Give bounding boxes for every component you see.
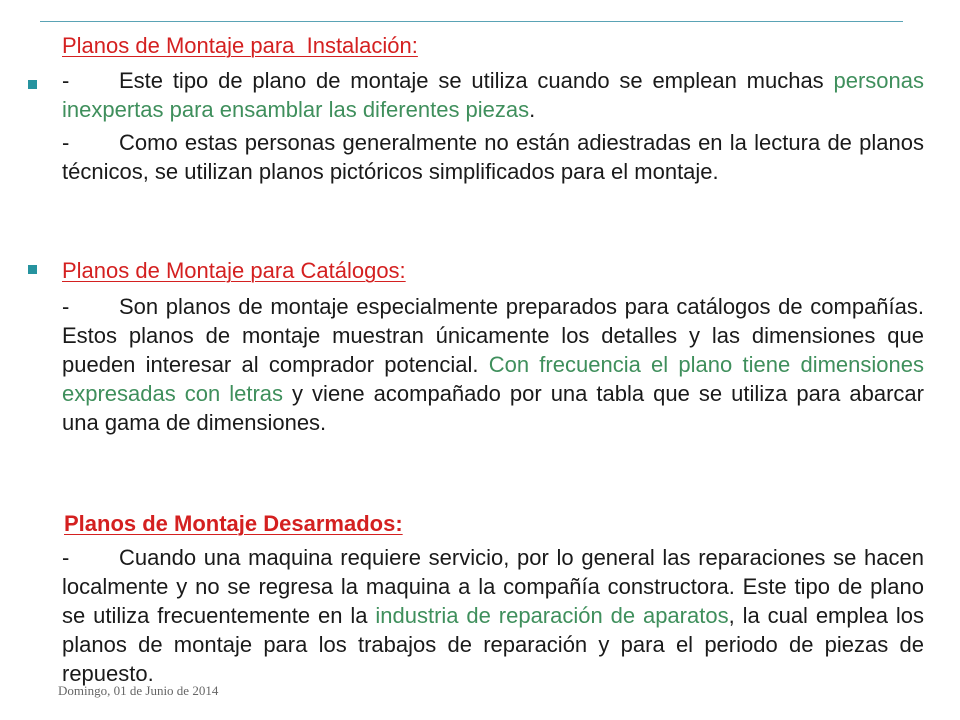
heading-instalacion: Planos de Montaje para Instalación:	[62, 33, 418, 58]
text-run: , la cual emplea los planos de montaje para los trabajos de reparación y para el periodo de piezas de repuesto.	[62, 603, 924, 686]
text-run: Como estas personas generalmente no están adiestradas en la lectura de planos técnicos, se utilizan planos pictóricos simplificados para el montaje.	[62, 130, 924, 184]
text-run: Este tipo de plano de montaje se utiliza cuando se emplean muchas	[119, 68, 834, 93]
paragraph-desarmados	[62, 543, 924, 688]
text-run: Son planos de montaje especialmente preparados para catálogos de compañías. Estos planos de montaje muestran únicamente los detalles y las dimensiones que pueden interesar al comprador potencial.	[62, 294, 924, 377]
paragraph-instalacion-1	[62, 66, 924, 124]
bullet-icon	[28, 265, 37, 274]
paragraph-instalacion-2	[62, 128, 924, 186]
footer-date: Domingo, 01 de Junio de 2014	[58, 683, 219, 698]
dash: -	[62, 130, 70, 155]
text-run: y viene acompañado por una tabla que se utiliza para abarcar una gama de dimensiones.	[62, 381, 924, 435]
dash: -	[62, 68, 70, 93]
heading-desarmados: Planos de Montaje Desarmados:	[64, 511, 403, 536]
dash: -	[62, 545, 70, 570]
highlighted-text: personas inexpertas para ensamblar las diferentes piezas	[62, 68, 924, 122]
heading-catalogos: Planos de Montaje para Catálogos:	[62, 258, 406, 283]
highlighted-text: Con frecuencia el plano tiene dimensiones expresadas con letras	[62, 352, 924, 406]
text-run: Cuando una maquina requiere servicio, por lo general las reparaciones se hacen localmente y no se regresa la maquina a la compañía constructora. Este tipo de plano se utiliza frecuentemente en la	[62, 545, 924, 628]
paragraph-catalogos	[62, 292, 924, 437]
bullet-icon	[28, 80, 37, 89]
top-divider	[40, 21, 903, 22]
dash: -	[62, 294, 70, 319]
highlighted-text: industria de reparación de aparatos	[375, 603, 729, 628]
text-run: .	[529, 97, 536, 122]
